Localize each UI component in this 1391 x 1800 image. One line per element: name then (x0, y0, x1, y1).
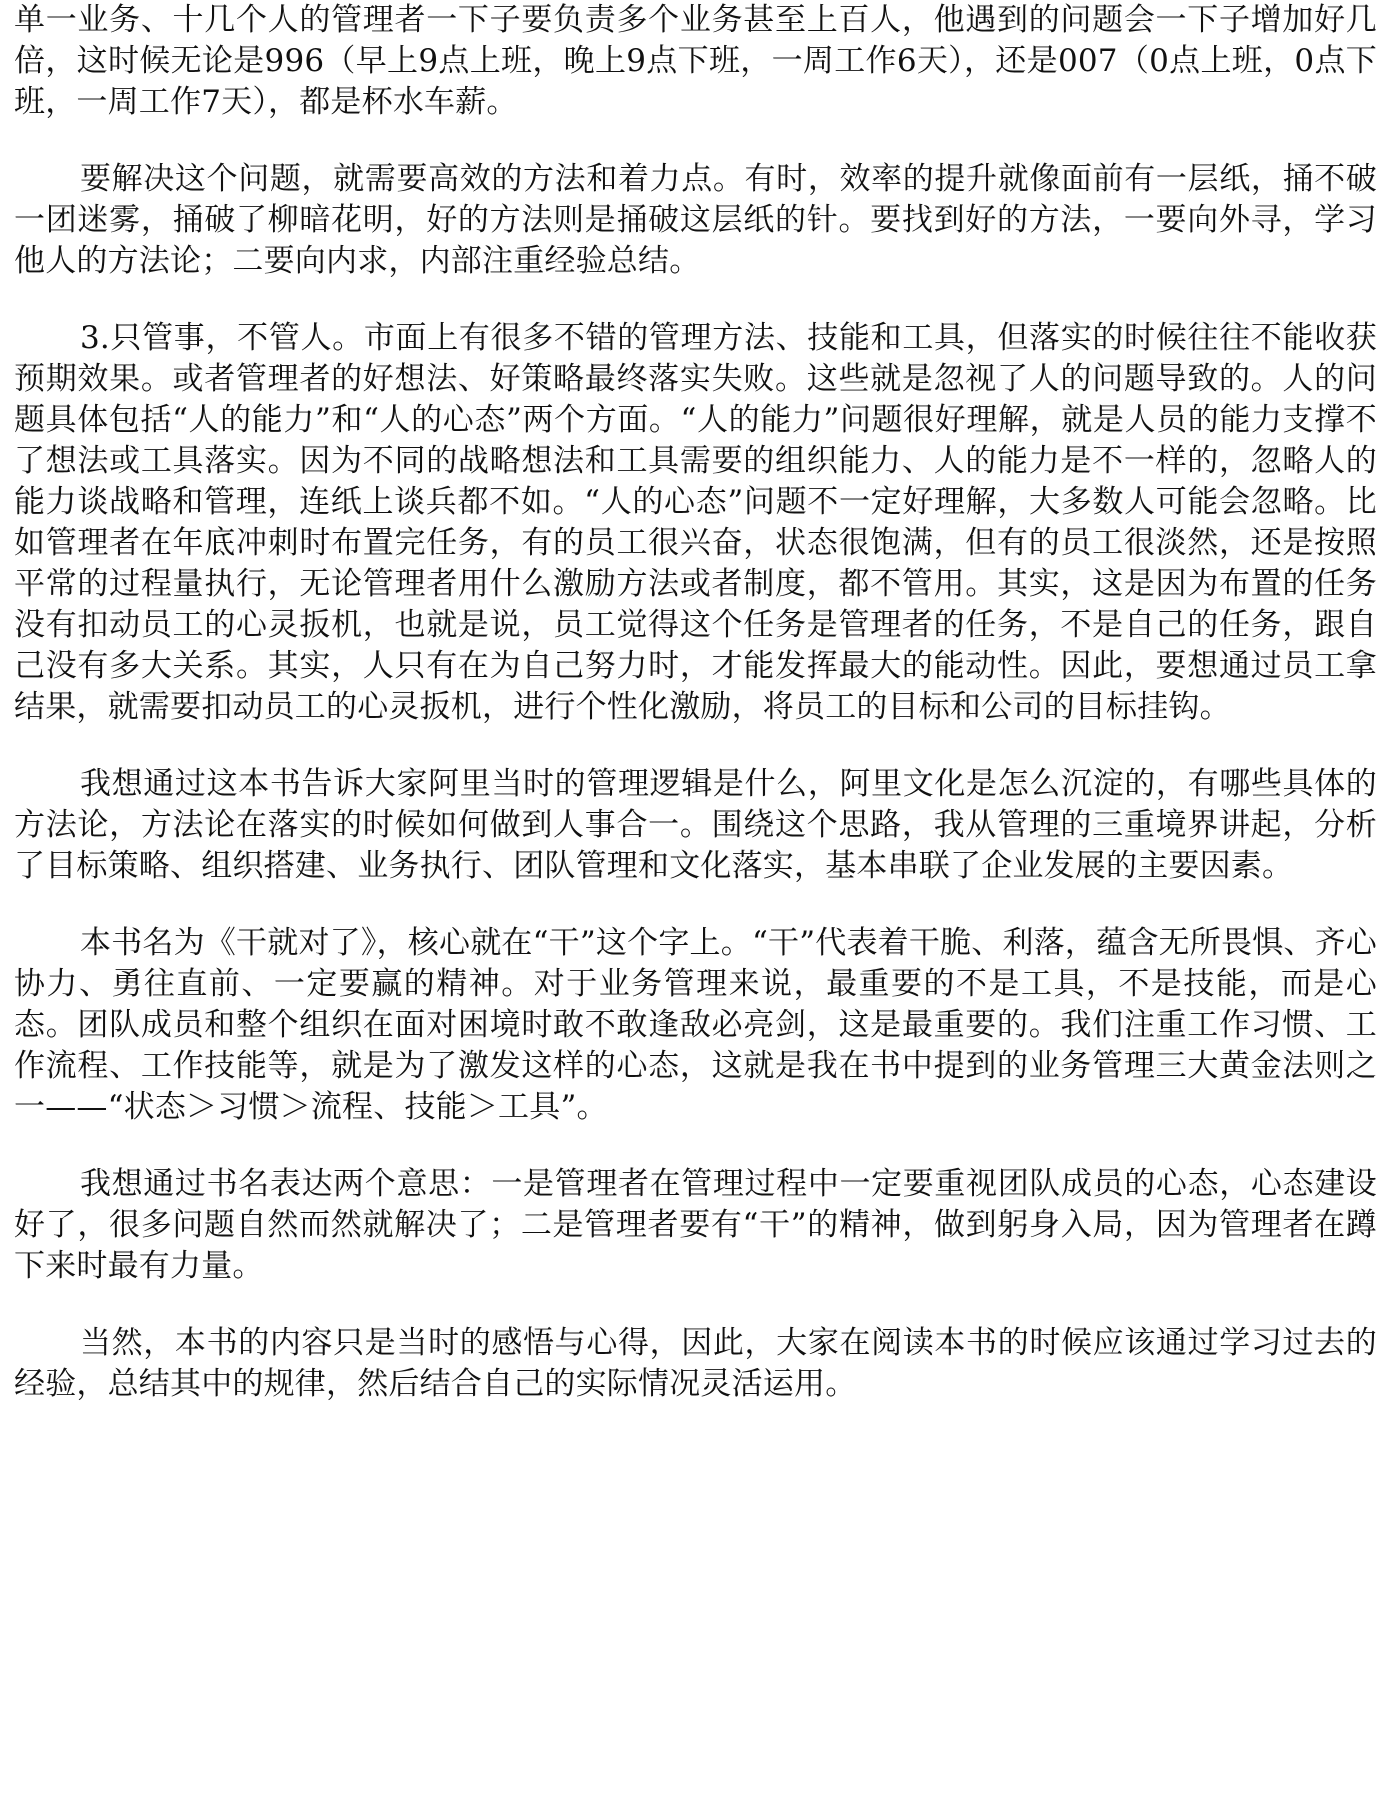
paragraph-4: 我想通过这本书告诉大家阿里当时的管理逻辑是什么，阿里文化是怎么沉淀的，有哪些具体的方法论，方法论在落实的时候如何做到人事合一。围绕这个思路，我从管理的三重境界讲起，分析了目标策略、组织搭建、业务执行、团队管理和文化落实，基本串联了企业发展的主要因素。 (14, 766, 1377, 884)
paragraph-1: 单一业务、十几个人的管理者一下子要负责多个业务甚至上百人，他遇到的问题会一下子增加好几倍，这时候无论是996（早上9点上班，晚上9点下班，一周工作6天），还是007（0点上班，0点下班，一周工作7天），都是杯水车薪。 (14, 2, 1377, 120)
paragraph-5: 本书名为《干就对了》，核心就在“干”这个字上。“干”代表着干脆、利落，蕴含无所畏惧、齐心协力、勇往直前、一定要赢的精神。对于业务管理来说，最重要的不是工具，不是技能，而是心态。团队成员和整个组织在面对困境时敢不敢逢敌必亮剑，这是最重要的。我们注重工作习惯、工作流程、工作技能等，就是为了激发这样的心态，这就是我在书中提到的业务管理三大黄金法则之一——“状态＞习惯＞流程、技能＞工具”。 (14, 925, 1377, 1125)
paragraph-3: 3.只管事，不管人。市面上有很多不错的管理方法、技能和工具，但落实的时候往往不能收获预期效果。或者管理者的好想法、好策略最终落实失败。这些就是忽视了人的问题导致的。人的问题具体包括“人的能力”和“人的心态”两个方面。“人的能力”问题很好理解，就是人员的能力支撑不了想法或工具落实。因为不同的战略想法和工具需要的组织能力、人的能力是不一样的，忽略人的能力谈战略和管理，连纸上谈兵都不如。“人的心态”问题不一定好理解，大多数人可能会忽略。比如管理者在年底冲刺时布置完任务，有的员工很兴奋，状态很饱满，但有的员工很淡然，还是按照平常的过程量执行，无论管理者用什么激励方法或者制度，都不管用。其实，这是因为布置的任务没有扣动员工的心灵扳机，也就是说，员工觉得这个任务是管理者的任务，不是自己的任务，跟自己没有多大关系。其实，人只有在为自己努力时，才能发挥最大的能动性。因此，要想通过员工拿结果，就需要扣动员工的心灵扳机，进行个性化激励，将员工的目标和公司的目标挂钩。 (14, 320, 1377, 725)
paragraph-2: 要解决这个问题，就需要高效的方法和着力点。有时，效率的提升就像面前有一层纸，捅不破一团迷雾，捅破了柳暗花明，好的方法则是捅破这层纸的针。要找到好的方法，一要向外寻，学习他人的方法论；二要向内求，内部注重经验总结。 (14, 161, 1377, 279)
paragraph-7: 当然，本书的内容只是当时的感悟与心得，因此，大家在阅读本书的时候应该通过学习过去的经验，总结其中的规律，然后结合自己的实际情况灵活运用。 (14, 1325, 1377, 1402)
document-body (14, 0, 1377, 1441)
paragraph-6: 我想通过书名表达两个意思：一是管理者在管理过程中一定要重视团队成员的心态，心态建设好了，很多问题自然而然就解决了；二是管理者要有“干”的精神，做到躬身入局，因为管理者在蹲下来时最有力量。 (14, 1166, 1377, 1284)
